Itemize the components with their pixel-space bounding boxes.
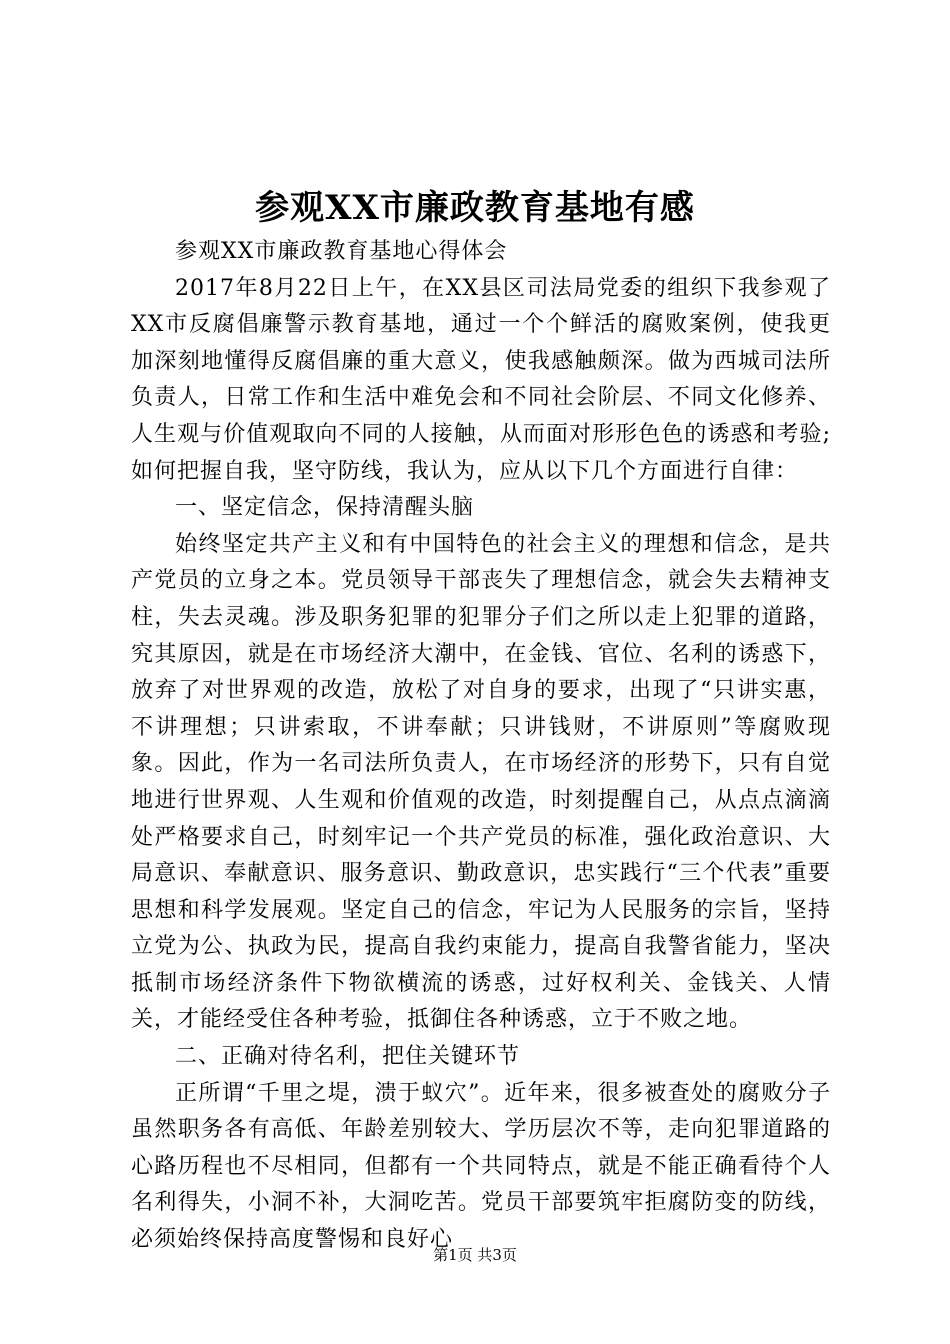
document-title: 参观XX市廉政教育基地有感 bbox=[255, 188, 695, 228]
page-footer: 第1页 共3页 bbox=[433, 1246, 517, 1264]
section-2-paragraph: 正所谓“千里之堤，溃于蚁穴”。近年来，很多被查处的腐败分子虽然职务各有高低、年龄差别较大、学历层次不等，走向犯罪道路的心路历程也不尽相同，但都有一个共同特点，就是不能正确看待个人名利得失，小洞不补，大洞吃苦。党员干部要筑牢拒腐防变的防线，必须始终保持高度警惕和良好心 bbox=[131, 1080, 831, 1253]
subtitle-paragraph: 参观XX市廉政教育基地心得体会 bbox=[175, 239, 508, 264]
intro-paragraph: 2017年8月22日上午，在XX县区司法局党委的组织下我参观了XX市反腐倡廉警示教育基地，通过一个个鲜活的腐败案例，使我更加深刻地懂得反腐倡廉的重大意义，使我感触颇深。做为西城司法所负责人，日常工作和生活中难免会和不同社会阶层、不同文化修养、人生观与价值观取向不同的人接触，从而面对形形色色的诱惑和考验;如何把握自我，坚守防线，我认为，应从以下几个方面进行自律： bbox=[131, 275, 831, 484]
section-heading-2: 二、正确对待名利，把住关键环节 bbox=[175, 1044, 521, 1070]
section-heading-1: 一、坚定信念，保持清醒头脑 bbox=[175, 495, 475, 521]
document-body bbox=[131, 234, 831, 1259]
section-1-paragraph: 始终坚定共产主义和有中国特色的社会主义的理想和信念，是共产党员的立身之本。党员领导干部丧失了理想信念，就会失去精神支柱，失去灵魂。涉及职务犯罪的犯罪分子们之所以走上犯罪的道路，究其原因，就是在市场经济大潮中，在金钱、官位、名利的诱惑下，放弃了对世界观的改造，放松了对自身的要求，出现了“只讲实惠，不讲理想；只讲索取，不讲奉献；只讲钱财，不讲原则”等腐败现象。因此，作为一名司法所负责人，在市场经济的形势下，只有自觉地进行世界观、人生观和价值观的改造，时刻提醒自己，从点点滴滴处严格要求自己，时刻牢记一个共产党员的标准，强化政治意识、大局意识、奉献意识、服务意识、勤政意识，忠实践行“三个代表”重要思想和科学发展观。坚定自己的信念，牢记为人民服务的宗旨，坚持立党为公、执政为民，提高自我约束能力，提高自我警省能力，坚决抵制市场经济条件下物欲横流的诱惑，过好权利关、金钱关、人情关，才能经受住各种考验，抵御住各种诱惑，立于不败之地。 bbox=[131, 531, 831, 1033]
